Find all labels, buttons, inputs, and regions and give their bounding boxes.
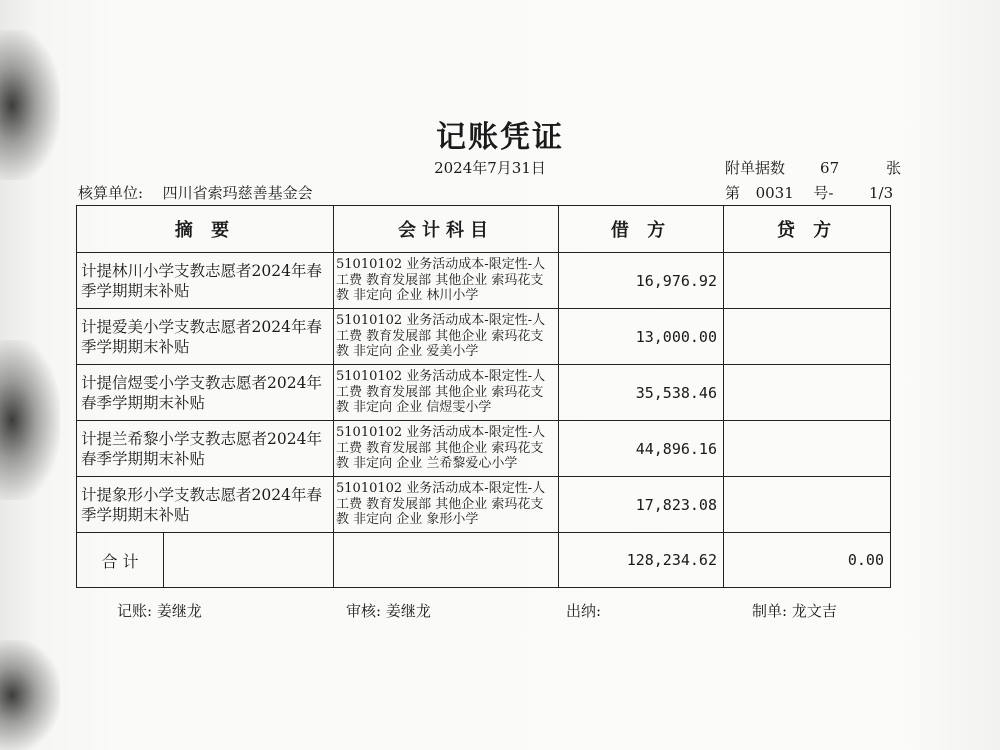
- reviewer-label: 审核:: [346, 602, 382, 620]
- attachments-count: 67: [820, 159, 840, 177]
- unit-label: 核算单位:: [78, 184, 144, 202]
- accounting-unit: [78, 182, 313, 203]
- table-row: [77, 253, 891, 309]
- total-row: [77, 533, 891, 588]
- row-debit: 16,976.92: [559, 253, 724, 309]
- row-debit: 44,896.16: [559, 421, 724, 477]
- total-label: 合 计: [77, 533, 164, 587]
- voucher-no-value: 0031: [755, 184, 794, 202]
- row-credit: [724, 309, 891, 365]
- reviewer: [346, 600, 431, 621]
- voucher-no-suffix: 号-: [813, 184, 834, 202]
- bookkeeper-label: 记账:: [117, 602, 153, 620]
- attachments-info: [725, 157, 901, 178]
- attachments-unit: 张: [886, 159, 902, 177]
- table-row: [77, 477, 891, 533]
- row-account: 51010102 业务活动成本-限定性-人工费 教育发展部 其他企业 索玛花支教 非定向 企业 信煜雯小学: [334, 365, 559, 421]
- cashier-label: 出纳:: [566, 602, 602, 620]
- scan-shadow: [0, 340, 60, 500]
- table-header: [77, 206, 891, 253]
- unit-name: 四川省索玛慈善基金会: [162, 184, 313, 202]
- row-credit: [724, 365, 891, 421]
- attachments-label: 附单据数: [725, 159, 786, 177]
- row-summary: 计提兰希黎小学支教志愿者2024年春季学期期末补贴: [77, 421, 334, 477]
- voucher-title: 记账凭证: [436, 120, 564, 155]
- row-account: 51010102 业务活动成本-限定性-人工费 教育发展部 其他企业 索玛花支教 非定向 企业 爱美小学: [334, 309, 559, 365]
- header-debit: 借 方: [559, 206, 724, 253]
- row-account: 51010102 业务活动成本-限定性-人工费 教育发展部 其他企业 索玛花支教 非定向 企业 林川小学: [334, 253, 559, 309]
- total-account: [334, 533, 559, 588]
- voucher-page: 1/3: [868, 184, 894, 202]
- preparer-name: 龙文吉: [791, 602, 837, 620]
- row-summary: 计提象形小学支教志愿者2024年春季学期期末补贴: [77, 477, 334, 533]
- total-label-cell: [77, 533, 334, 588]
- total-credit: 0.00: [724, 533, 891, 588]
- voucher-table: [76, 205, 891, 588]
- row-credit: [724, 421, 891, 477]
- row-account: 51010102 业务活动成本-限定性-人工费 教育发展部 其他企业 索玛花支教 非定向 企业 兰希黎爱心小学: [334, 421, 559, 477]
- bookkeeper-name: 姜继龙: [156, 602, 202, 620]
- voucher-number: [725, 182, 893, 203]
- row-credit: [724, 253, 891, 309]
- total-debit: 128,234.62: [559, 533, 724, 588]
- table-row: [77, 365, 891, 421]
- scan-shadow: [0, 640, 60, 750]
- preparer-label: 制单:: [752, 602, 788, 620]
- row-credit: [724, 477, 891, 533]
- row-debit: 17,823.08: [559, 477, 724, 533]
- table-row: [77, 309, 891, 365]
- scan-shadow: [0, 30, 60, 180]
- row-summary: 计提爱美小学支教志愿者2024年春季学期期末补贴: [77, 309, 334, 365]
- voucher-date: 2024年7月31日: [434, 159, 546, 177]
- header-summary: 摘 要: [77, 206, 334, 253]
- row-debit: 13,000.00: [559, 309, 724, 365]
- reviewer-name: 姜继龙: [385, 602, 431, 620]
- bookkeeper: [117, 600, 202, 621]
- voucher-no-prefix: 第: [725, 184, 741, 202]
- preparer: [752, 600, 837, 621]
- row-debit: 35,538.46: [559, 365, 724, 421]
- header-account: 会计科目: [334, 206, 559, 253]
- signature-line: [0, 600, 1000, 622]
- row-summary: 计提林川小学支教志愿者2024年春季学期期末补贴: [77, 253, 334, 309]
- row-summary: 计提信煜雯小学支教志愿者2024年春季学期期末补贴: [77, 365, 334, 421]
- header-credit: 贷 方: [724, 206, 891, 253]
- cashier: [566, 600, 601, 621]
- row-account: 51010102 业务活动成本-限定性-人工费 教育发展部 其他企业 索玛花支教 非定向 企业 象形小学: [334, 477, 559, 533]
- table-row: [77, 421, 891, 477]
